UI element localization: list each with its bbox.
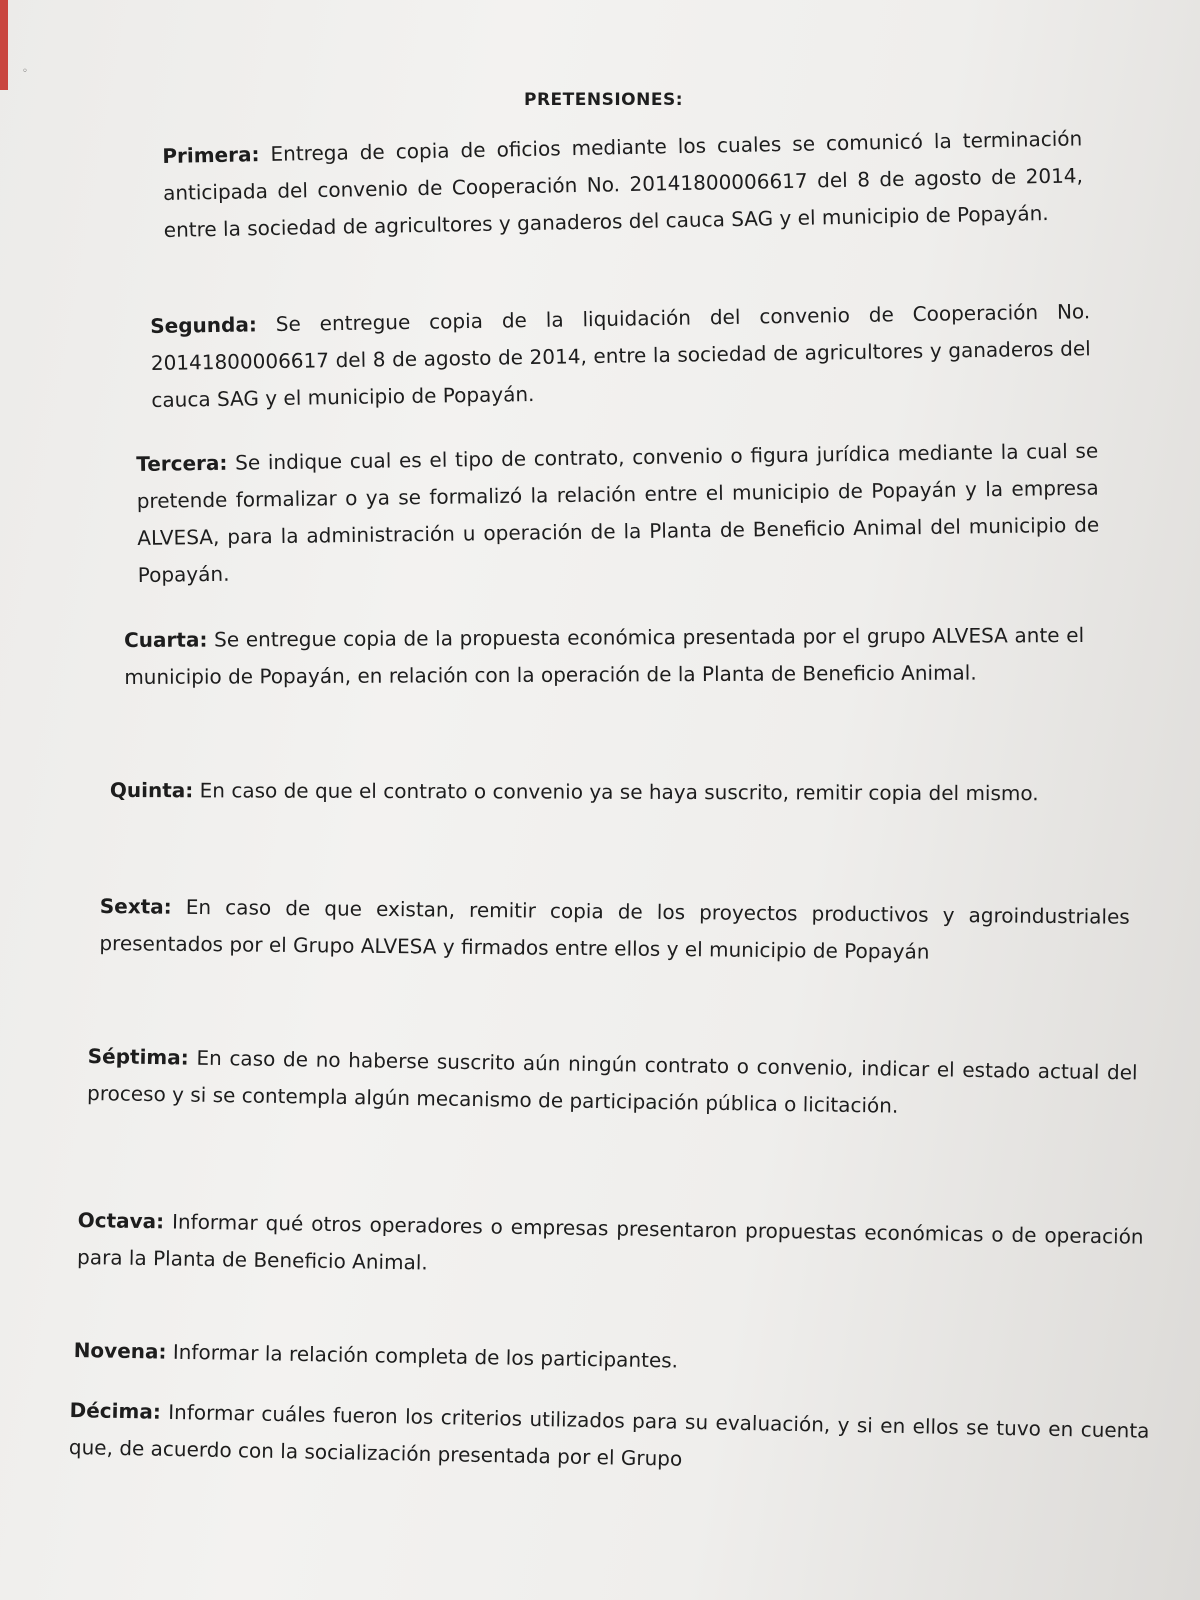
clause-text: Se entregue copia de la liquidación del convenio de Cooperación No. 20141800006617 del 8 de agosto de 2014, entre la sociedad de agricultores y ganaderos del cauca SAG y el municipio de Popayán. [150, 299, 1091, 412]
clause-segunda [150, 293, 1092, 419]
clause-text: Entrega de copia de oficios mediante los cuales se comunicó la terminación anticipada del convenio de Cooperación No. 20141800006617 del 8 de agosto de 2014, entre la sociedad de agricultores y ganaderos del cauca SAG y el municipio de Popayán. [162, 126, 1084, 242]
clause-text: Informar qué otros operadores o empresas presentaron propuestas económicas o de operación para la Planta de Beneficio Animal. [76, 1209, 1144, 1275]
section-title: PRETENSIONES: [524, 90, 684, 110]
clause-label: Tercera: [136, 450, 228, 476]
clause-text: Informar la relación completa de los participantes. [172, 1339, 679, 1373]
clause-text: Se entregue copia de la propuesta económica presentada por el grupo ALVESA ante el municipio de Popayán, en relación con la operación de la Planta de Beneficio Animal. [124, 622, 1085, 689]
clause-label: Primera: [162, 142, 260, 168]
clause-label: Quinta: [109, 777, 194, 803]
clause-novena [73, 1332, 1143, 1388]
page-edge-shadow [0, 0, 8, 90]
clause-label: Octava: [77, 1207, 165, 1234]
clause-text: Informar cuáles fueron los criterios utilizados para su evaluación, y si en ellos se tuvo en cuenta que, de acuerdo con la socialización presentada por el Grupo [68, 1399, 1150, 1471]
clause-label: Segunda: [150, 312, 258, 338]
clause-quinta [110, 772, 1120, 813]
clause-primera [162, 120, 1084, 249]
clause-text: En caso de que el contrato o convenio ya se haya suscrito, remitir copia del mismo. [199, 778, 1039, 806]
clause-octava [77, 1202, 1144, 1293]
paper-mark: ◦ [22, 66, 28, 77]
clause-text: Se indique cual es el tipo de contrato, convenio o figura jurídica mediante la cual se pretende formalizar o ya se formalizó la relación entre el municipio de Popayán y la empresa ALVESA, para la administración u operación de la Planta de Beneficio Animal del municipio de Popayán. [136, 438, 1100, 587]
clause-label: Cuarta: [124, 627, 208, 652]
clause-label: Décima: [69, 1397, 162, 1424]
clause-label: Séptima: [87, 1043, 189, 1070]
clause-text: En caso de no haberse suscrito aún ningún contrato o convenio, indicar el estado actual del proceso y si se contempla algún mecanismo de participación pública o licitación. [86, 1045, 1138, 1118]
clause-label: Sexta: [99, 893, 172, 919]
clause-text: En caso de que existan, remitir copia de los proyectos productivos y agroindustriales presentados por el Grupo ALVESA y firmados entre ellos y el municipio de Popayán [99, 894, 1130, 964]
clause-tercera [136, 433, 1100, 594]
clause-septima [87, 1038, 1138, 1128]
clause-label: Novena: [73, 1337, 167, 1364]
clause-cuarta [124, 617, 1084, 696]
clause-sexta [99, 888, 1130, 973]
clause-decima [69, 1392, 1150, 1487]
